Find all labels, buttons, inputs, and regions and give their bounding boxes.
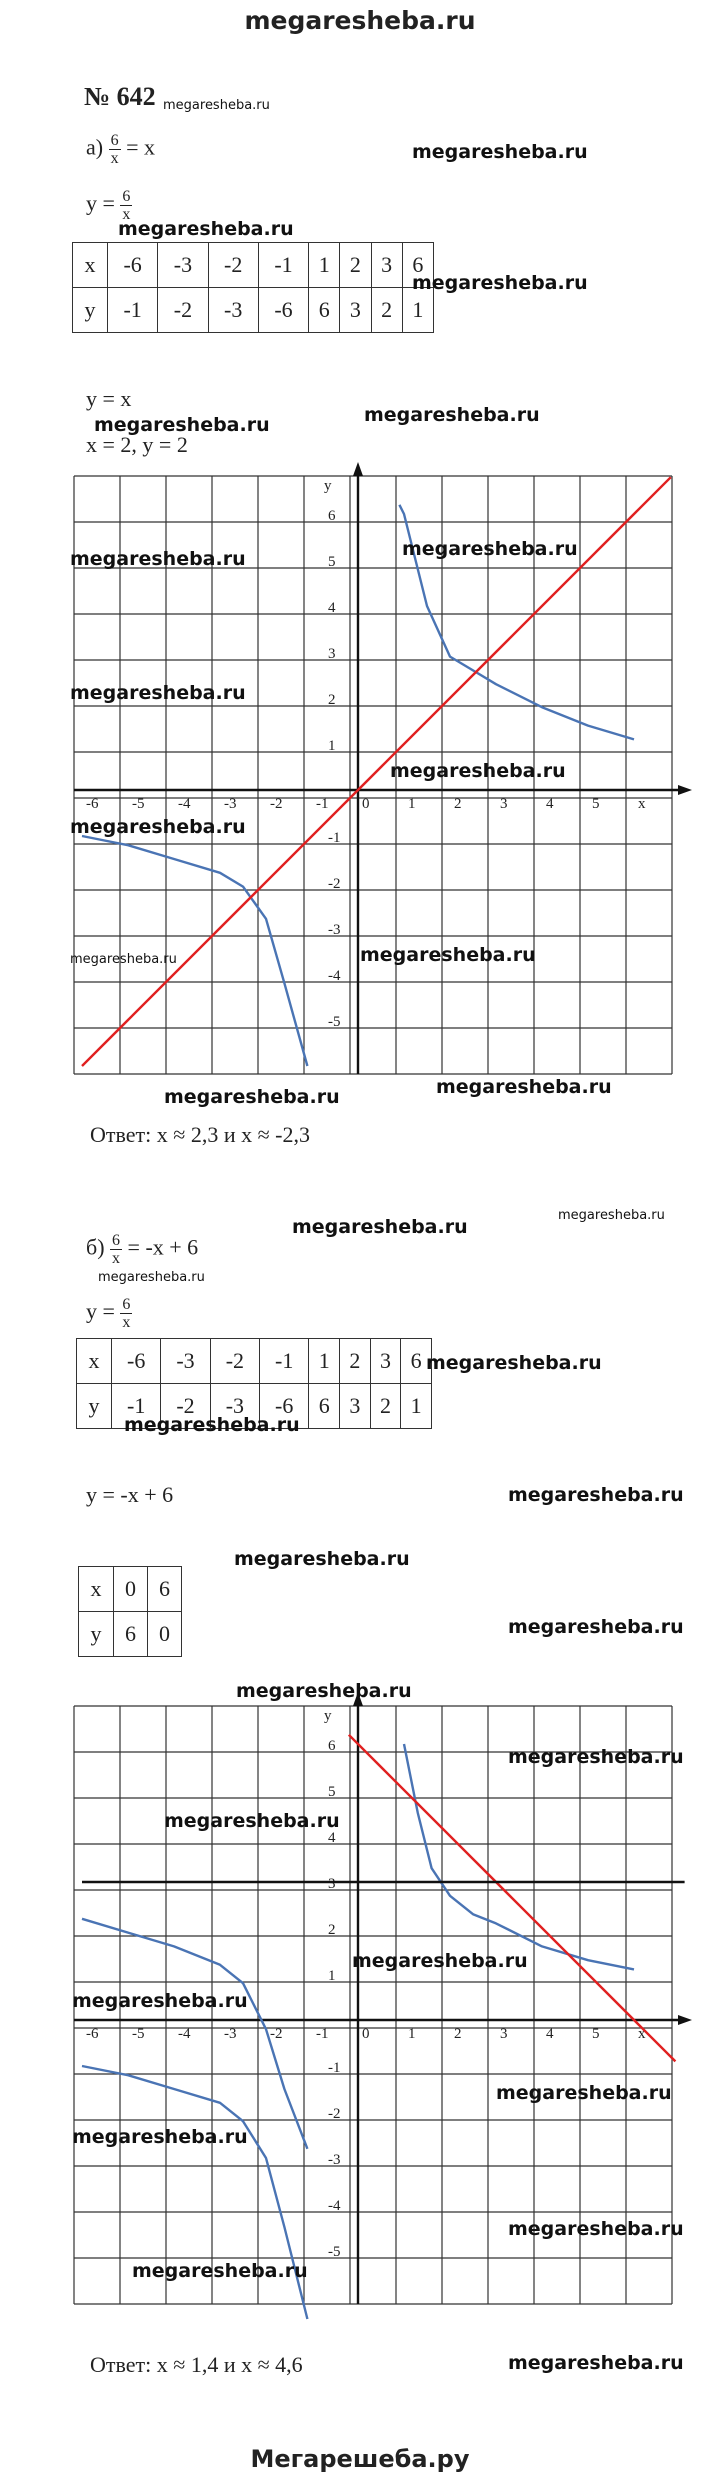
x-tick-label: 1 — [408, 2026, 416, 2042]
watermark: megaresheba.ru — [508, 1746, 684, 1768]
y-tick-label: 4 — [328, 1830, 336, 1846]
x-tick-label: 4 — [546, 2026, 554, 2042]
part-a-answer: Ответ: x ≈ 2,3 и x ≈ -2,3 — [90, 1122, 310, 1147]
x-tick-label: -6 — [86, 796, 99, 812]
watermark: megaresheba.ru — [98, 1270, 205, 1285]
watermark: megaresheba.ru — [508, 1616, 684, 1638]
watermark: megaresheba.ru — [72, 1990, 248, 2012]
problem-number: № 642 — [84, 82, 156, 111]
x-tick-label: 4 — [546, 796, 554, 812]
x-tick-label: 5 — [592, 2026, 600, 2042]
watermark: megaresheba.ru — [236, 1680, 412, 1702]
watermark: megaresheba.ru — [558, 1208, 665, 1223]
fraction: $\frac{6}{x}$ — [122, 1296, 131, 1331]
watermark: megaresheba.ru — [402, 538, 578, 560]
table-row-y: y -1 -2 -3 -6 6 3 2 1 — [77, 1384, 432, 1429]
x-tick-label: 2 — [454, 796, 462, 812]
y-tick-label: -3 — [328, 2152, 341, 2168]
y-tick-label: -4 — [328, 968, 341, 984]
y-tick-label: 2 — [328, 1922, 336, 1938]
watermark: megaresheba.ru — [436, 1076, 612, 1098]
watermark: megaresheba.ru — [426, 1352, 602, 1374]
watermark: megaresheba.ru — [508, 1484, 684, 1506]
watermark: megaresheba.ru — [390, 760, 566, 782]
watermark: megaresheba.ru — [234, 1548, 410, 1570]
watermark: megaresheba.ru — [508, 2352, 684, 2374]
watermark: megaresheba.ru — [132, 2260, 308, 2282]
watermark: megaresheba.ru — [163, 98, 270, 113]
y-tick-label: 5 — [328, 1784, 336, 1800]
y-axis-label: y — [324, 478, 332, 494]
table-row-x: x 0 6 — [79, 1567, 182, 1612]
values-table-a — [72, 242, 434, 333]
x-tick-label: 0 — [362, 796, 370, 812]
part-a-function: y = $\frac{6}{x}$ — [86, 188, 131, 223]
x-tick-label: -5 — [132, 796, 145, 812]
equation-rhs: = -x + 6 — [127, 1234, 199, 1260]
y-tick-label: -5 — [328, 1014, 341, 1030]
x-tick-label: -2 — [270, 796, 283, 812]
equation-rhs: = x — [126, 134, 156, 160]
watermark: megaresheba.ru — [94, 414, 270, 436]
watermark: megaresheba.ru — [364, 404, 540, 426]
y-tick-label: 6 — [328, 508, 336, 524]
y-axis-arrow — [353, 462, 363, 476]
watermark: megaresheba.ru — [164, 1086, 340, 1108]
watermark: megaresheba.ru — [70, 548, 246, 570]
y-axis-label: y — [324, 1708, 332, 1724]
y-tick-label: -2 — [328, 876, 341, 892]
part-b-equation — [86, 1232, 198, 1267]
x-tick-label: x — [638, 2026, 646, 2042]
watermark: megaresheba.ru — [70, 682, 246, 704]
x-tick-label: 3 — [500, 796, 508, 812]
y-tick-label: 2 — [328, 692, 336, 708]
fraction: $\frac{6}{x}$ — [112, 1232, 121, 1267]
x-tick-label: -4 — [178, 2026, 191, 2042]
watermark: megaresheba.ru — [360, 944, 536, 966]
watermark: megaresheba.ru — [412, 272, 588, 294]
y-tick-label: -3 — [328, 922, 341, 938]
y-tick-label: 3 — [328, 646, 336, 662]
x-tick-label: 1 — [408, 796, 416, 812]
table-row-y: y 6 0 — [79, 1612, 182, 1657]
x-axis-arrow — [678, 785, 692, 795]
y-tick-label: -2 — [328, 2106, 341, 2122]
watermark: megaresheba.ru — [496, 2082, 672, 2104]
part-a-label: а) — [86, 134, 104, 160]
watermark: megaresheba.ru — [118, 218, 294, 240]
y-tick-label: -4 — [328, 2198, 341, 2214]
site-title: megaresheba.ru — [244, 6, 476, 35]
part-b-label: б) — [86, 1234, 105, 1260]
y-tick-label: 3 — [328, 1876, 336, 1892]
x-tick-label: -3 — [224, 2026, 237, 2042]
x-tick-label: -4 — [178, 796, 191, 812]
watermark: megaresheba.ru — [508, 2218, 684, 2240]
part-a-function-line: y = x — [86, 386, 132, 411]
table-row-x: x -6 -3 -2 -1 1 2 3 6 — [73, 243, 434, 288]
part-a-equation — [86, 132, 155, 167]
x-tick-label: x — [638, 796, 646, 812]
line-table-b — [78, 1566, 182, 1657]
x-tick-label: 3 — [500, 2026, 508, 2042]
x-tick-label: -5 — [132, 2026, 145, 2042]
watermark: megaresheba.ru — [412, 141, 588, 163]
y-tick-label: 5 — [328, 554, 336, 570]
x-tick-label: 5 — [592, 796, 600, 812]
part-b-function-line: y = -x + 6 — [86, 1482, 174, 1507]
x-tick-label: 0 — [362, 2026, 370, 2042]
table-row-y: y -1 -2 -3 -6 6 3 2 1 — [73, 288, 434, 333]
table-row-x: x -6 -3 -2 -1 1 2 3 6 — [77, 1339, 432, 1384]
watermark: megaresheba.ru — [292, 1216, 468, 1238]
y-tick-label: -1 — [328, 2060, 341, 2076]
x-tick-label: 2 — [454, 2026, 462, 2042]
fraction: $\frac{6}{x}$ — [122, 188, 131, 223]
x-tick-label: -6 — [86, 2026, 99, 2042]
site-footer: Мегарешеба.ру — [250, 2445, 470, 2473]
x-tick-label: -1 — [316, 2026, 329, 2042]
y-tick-label: -1 — [328, 830, 341, 846]
part-b-function: y = $\frac{6}{x}$ — [86, 1296, 131, 1331]
watermark: megaresheba.ru — [70, 952, 177, 967]
fraction: $\frac{6}{x}$ — [110, 132, 119, 167]
watermark: megaresheba.ru — [70, 816, 246, 838]
x-axis-arrow — [678, 2015, 692, 2025]
x-tick-label: -3 — [224, 796, 237, 812]
y-tick-label: 1 — [328, 738, 336, 754]
y-tick-label: 4 — [328, 600, 336, 616]
y-tick-label: 1 — [328, 1968, 336, 1984]
x-tick-label: -2 — [270, 2026, 283, 2042]
part-b-answer: Ответ: x ≈ 1,4 и x ≈ 4,6 — [90, 2352, 303, 2377]
y-tick-label: -5 — [328, 2244, 341, 2260]
watermark: megaresheba.ru — [124, 1414, 300, 1436]
y-tick-label: 6 — [328, 1738, 336, 1754]
x-tick-label: -1 — [316, 796, 329, 812]
watermark: megaresheba.ru — [72, 2126, 248, 2148]
watermark: megaresheba.ru — [164, 1810, 340, 1832]
watermark: megaresheba.ru — [352, 1950, 528, 1972]
part-a-point: x = 2, y = 2 — [86, 432, 188, 457]
